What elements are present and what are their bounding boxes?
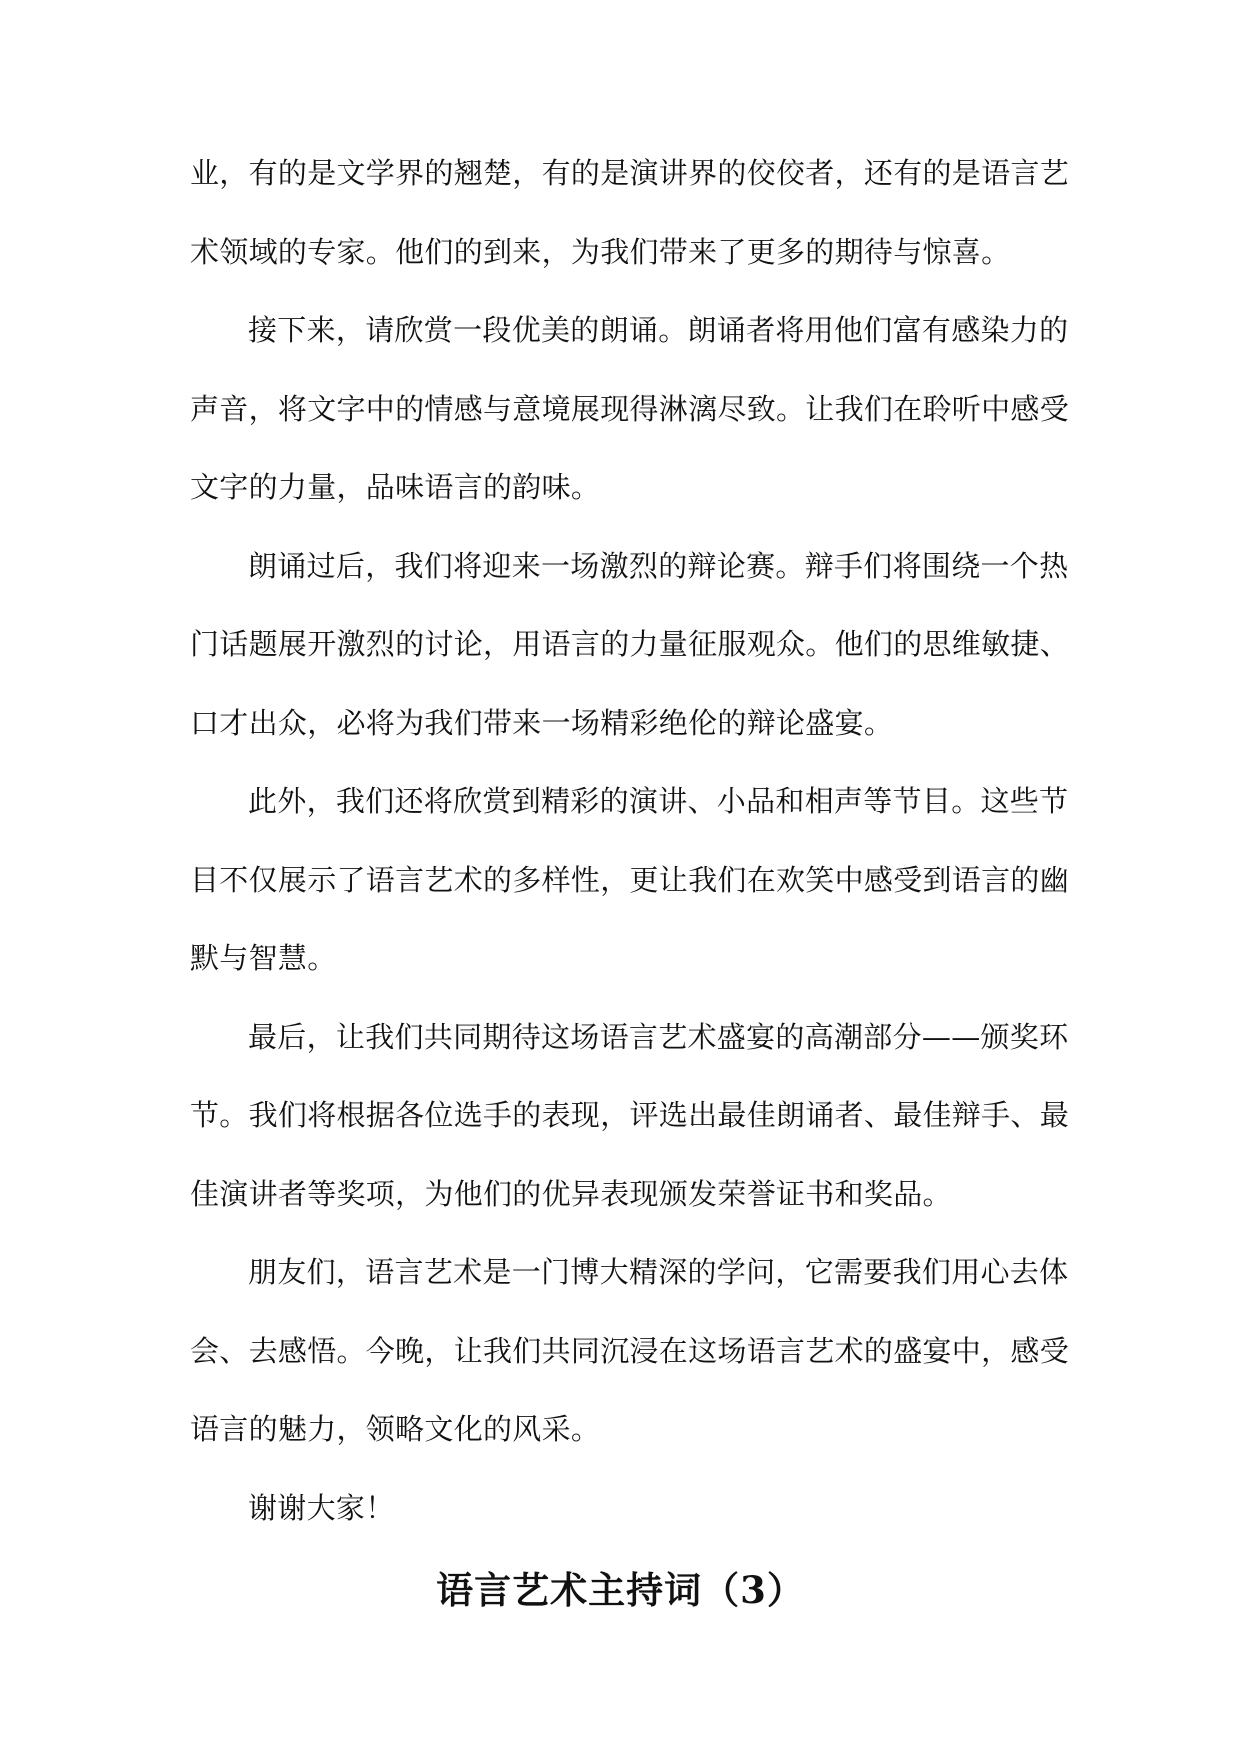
- text-line: 业，有的是文学界的翘楚，有的是演讲界的佼佼者，还有的是语言艺: [190, 156, 1070, 190]
- text-line: 接下来，请欣赏一段优美的朗诵。朗诵者将用他们富有感染力的: [248, 313, 1069, 347]
- text-line: 节。我们将根据各位选手的表现，评选出最佳朗诵者、最佳辩手、最: [190, 1098, 1070, 1132]
- text-line: 佳演讲者等奖项，为他们的优异表现颁发荣誉证书和奖品。: [190, 1176, 952, 1211]
- text-line: 语言的魅力，领略文化的风采。: [190, 1412, 601, 1446]
- text-line: 声音，将文字中的情感与意境展现得淋漓尽致。让我们在聆听中感受: [190, 391, 1070, 426]
- text-line: 朋友们，语言艺术是一门博大精深的学问，它需要我们用心去体: [248, 1255, 1069, 1289]
- text-line: 朗诵过后，我们将迎来一场激烈的辩论赛。辩手们将围绕一个热: [248, 548, 1069, 583]
- text-line: 谢谢大家！: [248, 1490, 395, 1525]
- text-line: 目不仅展示了语言艺术的多样性，更让我们在欢笑中感受到语言的幽: [190, 862, 1070, 897]
- text-line: 会、去感悟。今晚，让我们共同沉浸在这场语言艺术的盛宴中，感受: [190, 1333, 1070, 1368]
- text-line: 默与智慧。: [190, 941, 337, 975]
- body-text: [190, 143, 1070, 1556]
- text-line: 门话题展开激烈的讨论，用语言的力量征服观众。他们的思维敏捷、: [190, 627, 1070, 661]
- text-line: 文字的力量，品味语言的韵味。: [190, 470, 601, 504]
- text-line: 术领域的专家。他们的到来，为我们带来了更多的期待与惊喜。: [190, 234, 1011, 269]
- text-line: 此外，我们还将欣赏到精彩的演讲、小品和相声等节目。这些节: [248, 784, 1069, 818]
- text-line: 口才出众，必将为我们带来一场精彩绝伦的辩论盛宴。: [190, 705, 894, 740]
- text-line: 最后，让我们共同期待这场语言艺术盛宴的高潮部分——颁奖环: [248, 1019, 1069, 1054]
- section-heading: 语言艺术主持词（3）: [436, 1568, 805, 1612]
